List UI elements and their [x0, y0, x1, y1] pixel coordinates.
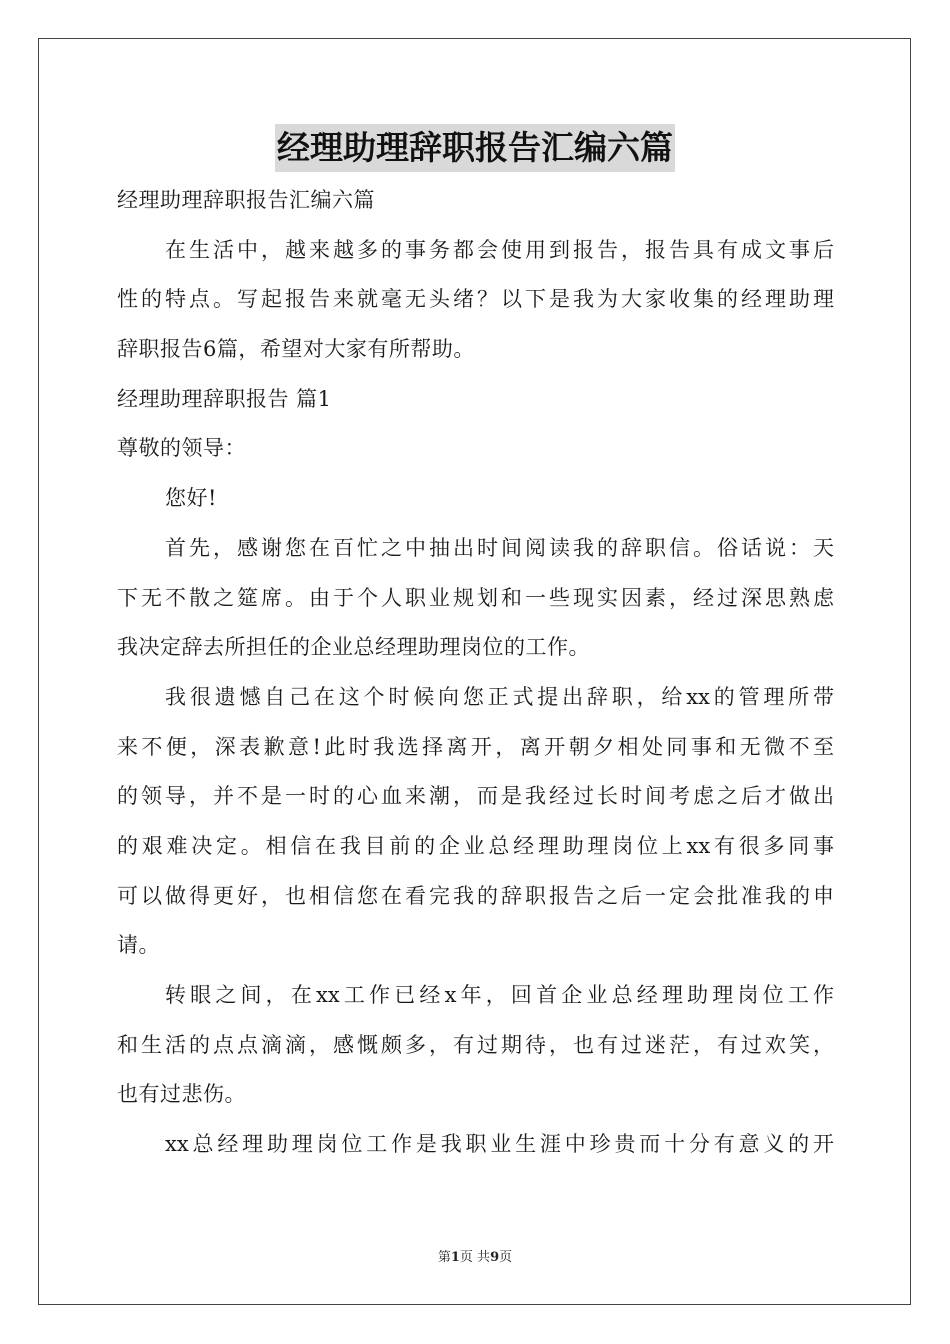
paragraph-line: xx总经理助理岗位工作是我职业生涯中珍贵而十分有意义的开	[165, 1132, 834, 1157]
paragraph-line: 辞职报告6篇，希望对大家有所帮助。	[117, 337, 475, 362]
paragraph-line: 请。	[117, 933, 160, 958]
document-body	[117, 176, 834, 1170]
title-area	[0, 124, 950, 172]
paragraph-line: 在生活中，越来越多的事务都会使用到报告，报告具有成文事后	[165, 237, 834, 262]
paragraph-line: 首先，感谢您在百忙之中抽出时间阅读我的辞职信。俗话说：天	[165, 535, 834, 560]
paragraph-line: 我决定辞去所担任的企业总经理助理岗位的工作。	[117, 635, 590, 660]
paragraph-line: 性的特点。写起报告来就毫无头绪？以下是我为大家收集的经理助理	[117, 287, 834, 312]
paragraph-line: 的领导，并不是一时的心血来潮，而是我经过长时间考虑之后才做出	[117, 784, 834, 809]
paragraph-line: 和生活的点点滴滴，感慨颇多，有过期待，也有过迷茫，有过欢笑，	[117, 1032, 834, 1057]
paragraph-line: 下无不散之筵席。由于个人职业规划和一些现实因素，经过深思熟虑	[117, 585, 834, 610]
paragraph-line: 我很遗憾自己在这个时候向您正式提出辞职，给xx的管理所带	[165, 684, 834, 709]
paragraph-line: 转眼之间，在xx工作已经x年，回首企业总经理助理岗位工作	[165, 983, 834, 1007]
page-footer	[0, 1246, 950, 1265]
paragraph-line: 也有过悲伤。	[117, 1082, 246, 1107]
footer-prefix: 第	[437, 1250, 451, 1265]
subtitle-line: 经理助理辞职报告汇编六篇	[117, 188, 375, 212]
footer-total-pages: 9	[490, 1250, 500, 1265]
footer-suffix: 页	[499, 1250, 513, 1265]
paragraph-line: 的艰难决定。相信在我目前的企业总经理助理岗位上xx有很多同事	[117, 833, 834, 858]
salutation: 尊敬的领导：	[117, 436, 246, 461]
footer-mid: 页 共	[459, 1250, 491, 1265]
greeting: 您好!	[165, 486, 217, 511]
footer-page-number: 1	[450, 1250, 460, 1265]
paragraph-line: 来不便，深表歉意!此时我选择离开，离开朝夕相处同事和无微不至	[117, 734, 834, 759]
document-title: 经理助理辞职报告汇编六篇	[275, 124, 675, 172]
paragraph-line: 可以做得更好，也相信您在看完我的辞职报告之后一定会批准我的申	[117, 883, 834, 908]
section-heading: 经理助理辞职报告 篇1	[117, 386, 332, 411]
